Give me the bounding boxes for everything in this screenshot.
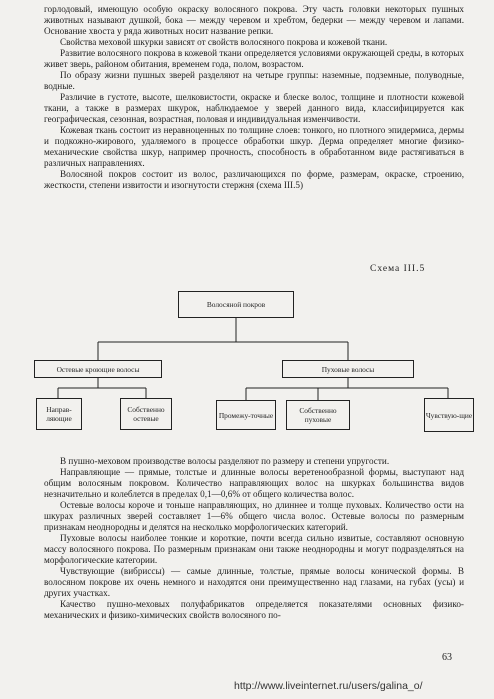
- paragraph: Остевые волосы короче и тоньше направляющих, но длиннее и толще пуховых. Количество ости на шкурах различных зверей составляет 1—6% общего числа волос. Остевые волосы по размерным признакам неоднородны и делятся на несколько морфологических категорий.: [44, 500, 464, 532]
- group-box-guard-hairs: [34, 360, 162, 378]
- leaf-label: Промежу-точные: [218, 410, 274, 420]
- group-box-down-hairs: [282, 360, 414, 378]
- leaf-label: Собственно пуховые: [299, 406, 337, 424]
- group-label: Пуховые волосы: [321, 364, 375, 374]
- paragraph: Чувствующие (вибриссы) — самые длинные, толстые, прямые волосы конической формы. В волосяном покрове их очень немного и находятся они преимущественно над глазами, на губах (усы) и других участках.: [44, 566, 464, 598]
- scheme-label: Схема III.5: [370, 264, 426, 274]
- paragraph: Развитие волосяного покрова в кожевой ткани определяется условиями окружающей среды, в которых живет зверь, районом обитания, временем года, полом, возрастом.: [44, 48, 464, 69]
- leaf-label: Собственно остевые: [127, 405, 165, 423]
- paragraph: Свойства меховой шкурки зависят от свойств волосяного покрова и кожевой ткани.: [60, 37, 388, 47]
- root-label: Волосяной покров: [206, 300, 266, 309]
- paragraph: Волосяной покров состоит из волос, различающихся по форме, размерам, окраске, строению, жесткости, степени извитости и изогнутости стержня (схема III.5): [44, 169, 464, 190]
- text-block-bottom: [44, 456, 464, 621]
- leaf-box-guard-hairs: [120, 398, 172, 430]
- leaf-box-sensory-hairs: [424, 398, 474, 432]
- page-number: 63: [442, 652, 452, 663]
- paragraph: горлодовый, имеющую особую окраску волосяного покрова. Эту часть головки некоторых пушных животных называют душкой, бока — между черевом и хребтом, бедерки — между черевом и лапами. Основание хвоста у ряда животных носит название репки.: [44, 4, 464, 36]
- paragraph: По образу жизни пушных зверей разделяют на четыре группы: наземные, подземные, полуводные, водные.: [44, 70, 464, 91]
- paragraph: Пуховые волосы наиболее тонкие и короткие, почти всегда сильно извитые, составляют основную массу волосяного покрова. По размерным признакам они также неоднородны и могут подразделяться на морфологические категории.: [44, 533, 464, 565]
- paragraph: Качество пушно-меховых полуфабрикатов определяется показателями основных физико-механических и физико-химических свойств волосяного по-: [44, 599, 464, 620]
- leaf-label: Направ-ляющие: [46, 405, 72, 423]
- paragraph: В пушно-меховом производстве волосы разделяют по размеру и степени упругости.: [60, 456, 390, 466]
- paragraph: Направляющие — прямые, толстые и длинные волосы веретенообразной формы, выступают над общим волосяным покровом. Количество направляющих волос на шкурках большинства видов незначительно и колеблется в пределах 0,1—0,6% от общего количества волос.: [44, 467, 464, 499]
- leaf-box-down-hairs: [286, 400, 350, 430]
- leaf-label: Чувствую-щие: [425, 410, 473, 420]
- group-label: Остевые кроющие волосы: [56, 364, 140, 374]
- paragraph: Кожевая ткань состоит из неравноценных по толщине слоев: тонкого, но плотного эпидермиса, дермы и подкожно-жирового, удаляемого в процессе обработки шкур. Дерма определяет многие физико-механические свойства шкур, например прочность, способность в обработанном виде растягиваться в различных направлениях.: [44, 125, 464, 168]
- paragraph: Различие в густоте, высоте, шелковистости, окраске и блеске волос, толщине и плотности кожевой ткани, а также в размерах шкурок, наблюдаемое у зверей данного вида, классифицируется как географическая, сезонная, возрастная, половая и индивидуальная изменчивости.: [44, 92, 464, 124]
- leaf-box-intermediate-hairs: [216, 400, 276, 430]
- source-url-footer: http://www.liveinternet.ru/users/galina_o/: [234, 680, 423, 692]
- leaf-box-guide-hairs: [36, 398, 82, 430]
- root-box: [178, 291, 294, 318]
